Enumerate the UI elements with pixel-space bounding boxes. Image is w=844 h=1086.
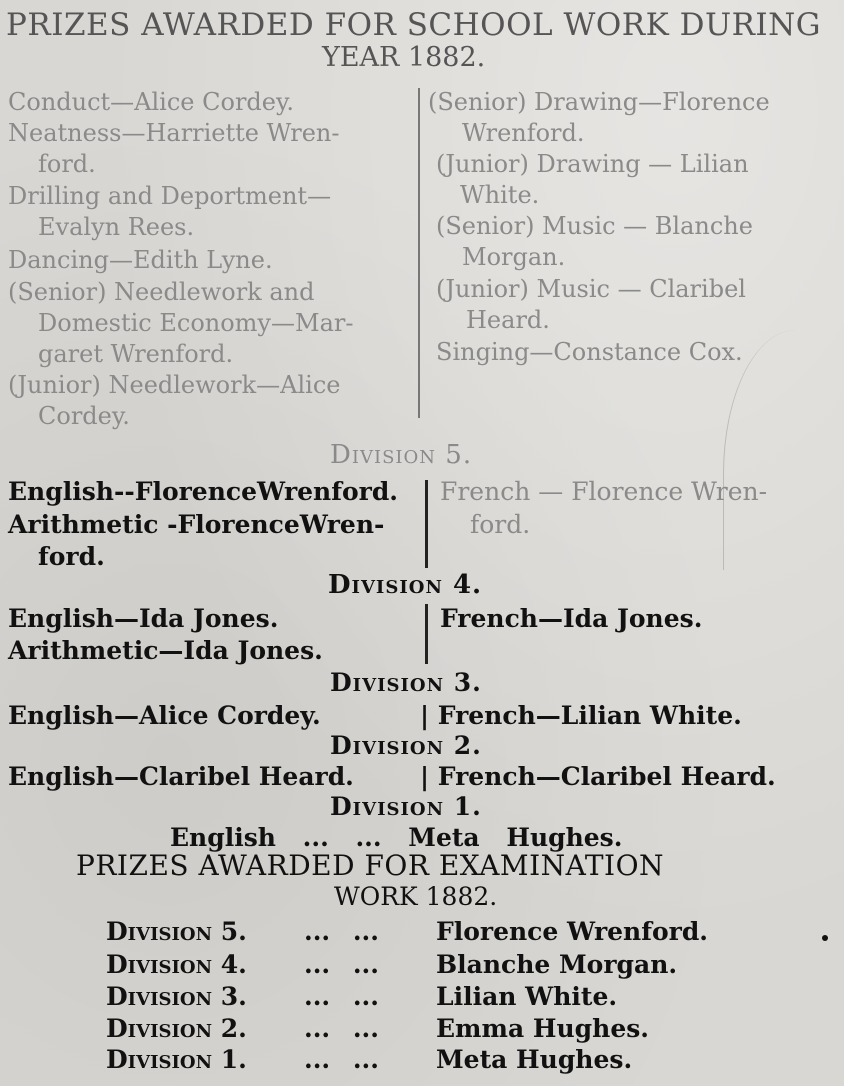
exam-division: Division 2.	[106, 1014, 247, 1043]
exam-heading-2: WORK 1882.	[334, 882, 498, 911]
school-left-line: Drilling and Deportment—	[8, 182, 332, 210]
div5-right-line: French — Florence Wren-	[440, 477, 768, 506]
div2-left-line: English—Claribel Heard.	[8, 762, 354, 791]
exam-name: Meta Hughes.	[436, 1045, 633, 1074]
school-left-line: (Junior) Needlework—Alice	[8, 371, 341, 399]
exam-division: Division 4.	[106, 950, 247, 979]
exam-division: Division 1.	[106, 1045, 247, 1074]
school-left-line: garet Wrenford.	[38, 340, 234, 368]
header-line-1: PRIZES AWARDED FOR SCHOOL WORK DURING	[6, 7, 822, 43]
div4-left-line: English—Ida Jones.	[8, 604, 279, 633]
ink-dot	[822, 935, 828, 941]
exam-dots: ... ...	[304, 1014, 379, 1043]
exam-heading-1: PRIZES AWARDED FOR EXAMINATION	[76, 849, 665, 882]
column-divider-school	[418, 88, 420, 418]
div4-right-line: French—Ida Jones.	[440, 604, 703, 633]
division-1-heading: Division 1.	[330, 792, 482, 821]
school-right-line: (Senior) Music — Blanche	[436, 212, 753, 240]
exam-division: Division 5.	[106, 917, 247, 946]
div5-left-line: English--FlorenceWrenford.	[8, 477, 399, 506]
school-left-line: Evalyn Rees.	[38, 213, 195, 241]
exam-dots: ... ...	[304, 982, 379, 1011]
div4-left-line: Arithmetic—Ida Jones.	[8, 636, 323, 665]
exam-name: Blanche Morgan.	[436, 950, 678, 979]
school-left-line: Conduct—Alice Cordey.	[8, 88, 294, 116]
school-right-line: (Senior) Drawing—Florence	[428, 88, 770, 116]
column-divider-div4	[425, 604, 428, 664]
div3-left-line: English—Alice Cordey.	[8, 701, 321, 730]
school-right-line: Heard.	[466, 306, 550, 334]
div1-line: English ... ... Meta Hughes.	[170, 823, 623, 852]
division-3-heading: Division 3.	[330, 668, 482, 697]
exam-name: Emma Hughes.	[436, 1014, 650, 1043]
school-right-line: Morgan.	[462, 243, 566, 271]
column-divider-div5	[425, 480, 428, 568]
division-5-heading: Division 5.	[330, 440, 473, 470]
school-right-line: White.	[460, 181, 540, 209]
school-left-line: Domestic Economy—Mar-	[38, 309, 354, 337]
div5-right-line: ford.	[470, 510, 531, 539]
school-left-line: (Senior) Needlework and	[8, 278, 315, 306]
div3-right-line: | French—Lilian White.	[420, 701, 742, 730]
div2-right-line: | French—Claribel Heard.	[420, 762, 776, 791]
school-right-line: Singing—Constance Cox.	[436, 338, 743, 366]
exam-dots: ... ...	[304, 950, 379, 979]
division-2-heading: Division 2.	[330, 731, 482, 760]
school-right-line: Wrenford.	[462, 119, 585, 147]
school-right-line: (Junior) Drawing — Lilian	[436, 150, 749, 178]
exam-name: Florence Wrenford.	[436, 917, 708, 946]
school-left-line: Neatness—Harriette Wren-	[8, 119, 340, 147]
school-left-line: ford.	[38, 150, 96, 178]
header-line-2: YEAR 1882.	[322, 42, 486, 73]
division-4-heading: Division 4.	[328, 570, 483, 600]
div5-left-line: Arithmetic -FlorenceWren-	[8, 510, 385, 539]
div5-left-line: ford.	[38, 542, 105, 571]
school-left-line: Dancing—Edith Lyne.	[8, 246, 273, 274]
school-left-line: Cordey.	[38, 402, 130, 430]
exam-dots: ... ...	[304, 1045, 379, 1074]
exam-name: Lilian White.	[436, 982, 618, 1011]
school-right-line: (Junior) Music — Claribel	[436, 275, 746, 303]
paper-fold	[723, 330, 844, 570]
exam-division: Division 3.	[106, 982, 247, 1011]
exam-dots: ... ...	[304, 917, 379, 946]
